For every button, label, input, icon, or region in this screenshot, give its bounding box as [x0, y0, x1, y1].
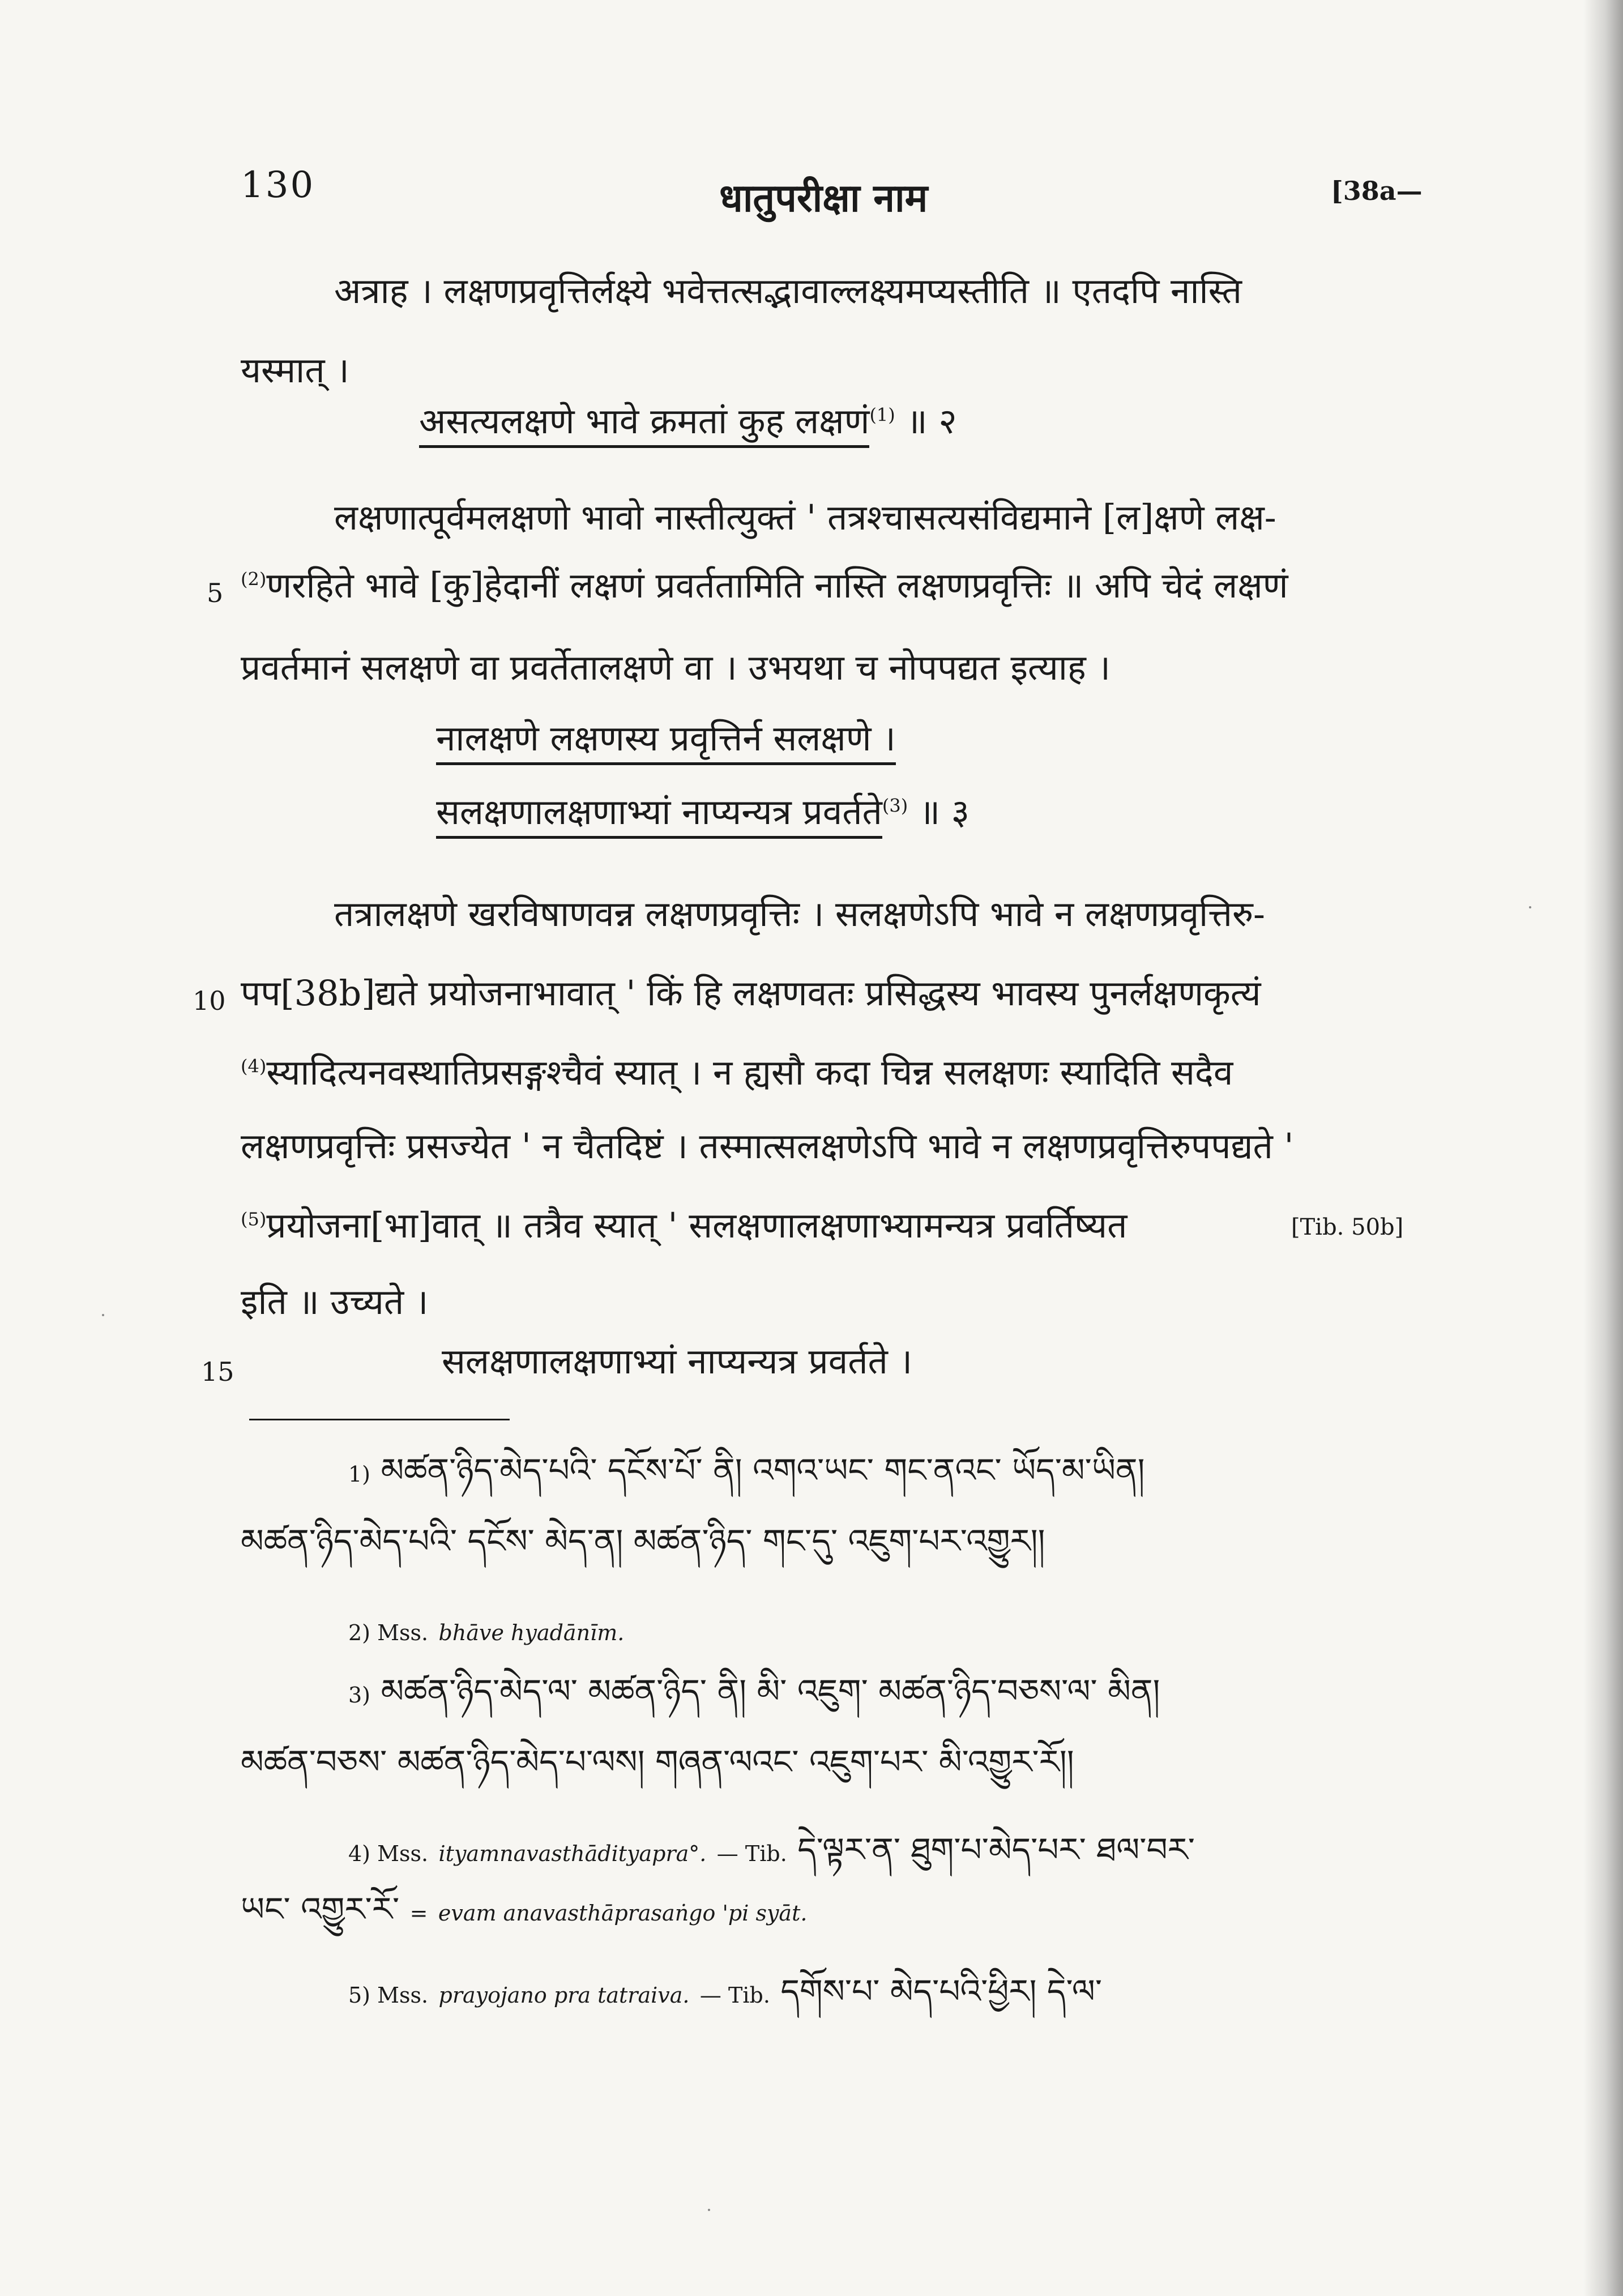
verse-3a: [436, 719, 896, 758]
footnote-5-reading: prayojano pra tatraiva.: [438, 1983, 690, 2008]
footnote-4-equals: =: [409, 1901, 428, 1926]
page-number: 130: [241, 164, 315, 206]
body-line-2: यस्मात् ।: [241, 349, 349, 391]
footnote-5-dash: — Tib.: [699, 1983, 770, 2008]
scan-speck: [1529, 906, 1531, 908]
footnote-1-tibetan-1: མཚན་ཉིད་མེད་པའི་ དངོས་པོ་ ནི། འགའ་ཡང་ གང་ནའང་ ཡོད་མ་ཡིན།: [381, 1451, 1145, 1490]
footnote-2: [348, 1611, 624, 1648]
body-line-3: लक्षणात्पूर्वमलक्षणो भावो नास्तीत्युक्तं ' तत्रश्चासत्यसंविद्यमाने [ल]क्षणे लक्ष-: [334, 497, 1276, 538]
footnote-divider: [249, 1419, 510, 1420]
footnote-5-tibetan: དགོས་པ་ མེད་པའི་ཕྱིར། དེ་ལ་: [780, 1972, 1103, 2011]
footnote-5: [348, 1974, 1102, 2010]
footnote-4-label: 4) Mss.: [348, 1841, 429, 1866]
body-line-4-text: णरहिते भावे [कु]हेदानीं लक्षणं प्रवर्ततामिति नास्ति लक्षणप्रवृत्तिः ॥ अपि चेदं लक्षणं: [266, 565, 1288, 606]
footnote-3-line-1: [348, 1674, 1160, 1710]
body-line-9: लक्षणप्रवृत्तिः प्रसज्येत ' न चैतदिष्टं । तस्मात्सलक्षणेऽपि भावे न लक्षणप्रवृत्तिरुपपद्यते ': [241, 1125, 1294, 1167]
line-number-15: 15: [201, 1356, 234, 1387]
body-line-10-text: प्रयोजना[भा]वात् ॥ तत्रैव स्यात् ' सलक्षणालक्षणाभ्यामन्यत्र प्रवर्तिष्यत: [266, 1205, 1127, 1246]
verse-2-number: ॥ २: [906, 400, 957, 442]
verse-2: [419, 402, 957, 441]
verse-3b-text: सलक्षणालक्षणाभ्यां नाप्यन्यत्र प्रवर्तते: [436, 791, 882, 839]
line-number-5: 5: [207, 578, 224, 608]
verse-3-number: ॥ ३: [919, 791, 970, 833]
footnote-3-tibetan-1: མཚན་ཉིད་མེད་ལ་ མཚན་ཉིད་ ནི། མི་ འཇུག་ མཚན་ཉིད་བཅས་ལ་ མིན།: [381, 1672, 1160, 1710]
body-line-8-text: स्यादित्यनवस्थातिप्रसङ्गश्चैवं स्यात् । न ह्यसौ कदा चिन्न सलक्षणः स्यादिति सदैव: [266, 1052, 1233, 1093]
footnote-1-line-2: མཚན་ཉིད་མེད་པའི་ དངོས་ མེད་ན། མཚན་ཉིད་ གང་དུ་ འཇུག་པར་འགྱུར།།: [241, 1522, 1045, 1560]
footnote-3-line-2: མཚན་བཅས་ མཚན་ཉིད་མེད་པ་ལས། གཞན་ལའང་ འཇུག་པར་ མི་འགྱུར་རོ།།: [241, 1743, 1074, 1781]
body-line-7: पप[38b]द्यते प्रयोजनाभावात् ' किं हि लक्षणवतः प्रसिद्धस्य भावस्य पुनर्लक्षणकृत्यं: [241, 972, 1261, 1014]
footnote-1-line-1: [348, 1453, 1144, 1489]
scan-speck: [708, 2209, 710, 2211]
verse-4: सलक्षणालक्षणाभ्यां नाप्यन्यत्र प्रवर्तते ।: [442, 1341, 913, 1382]
line-number-10: 10: [193, 985, 226, 1016]
body-line-8: [241, 1053, 1233, 1092]
footnote-4-dash: — Tib.: [716, 1841, 787, 1866]
footnote-1-label: 1): [348, 1462, 371, 1487]
footnote-2-label: 2) Mss.: [348, 1620, 429, 1645]
running-title: धातुपरीक्षा नाम: [719, 176, 928, 221]
footnote-5-label: 5) Mss.: [348, 1983, 429, 2008]
footnote-4-tibetan-2: ཡང་ འགྱུར་རོ་: [241, 1890, 400, 1928]
verse-2-text: असत्यलक्षणे भावे क्रमतां कुह लक्षणं: [419, 400, 869, 448]
folio-reference: [38a—: [1331, 176, 1423, 206]
body-line-5: प्रवर्तमानं सलक्षणे वा प्रवर्तेतालक्षणे वा । उभयथा च नोपपद्यत इत्याह ।: [241, 647, 1111, 688]
scanned-page-edge: [1583, 0, 1623, 2296]
footnote-4-reading: ityamnavasthādityapra°.: [438, 1841, 707, 1866]
verse-3a-text: नालक्षणे लक्षणस्य प्रवृत्तिर्न सलक्षणे ।: [436, 718, 896, 765]
footnote-ref-4: (4): [241, 1055, 267, 1077]
footnote-2-reading: bhāve hyadānīm.: [438, 1620, 625, 1645]
footnote-ref-3: (3): [882, 795, 908, 817]
tibetan-folio-reference: [Tib. 50b]: [1291, 1214, 1404, 1240]
body-line-10: [241, 1206, 1127, 1245]
verse-3b: [436, 793, 969, 831]
body-line-1: अत्राह । लक्षणप्रवृत्तिर्लक्ष्ये भवेत्तत्सद्भावाल्लक्ष्यमप्यस्तीति ॥ एतदपि नास्ति: [334, 270, 1242, 311]
footnote-4-tibetan-1: དེ་ལྟར་ན་ ཐུག་པ་མེད་པར་ ཐལ་བར་: [797, 1830, 1195, 1869]
body-line-11: इति ॥ उच्यते ।: [241, 1281, 429, 1322]
footnote-ref-1: (1): [869, 404, 895, 426]
footnote-4-sanskrit: evam anavasthāprasaṅgo 'pi syāt.: [438, 1901, 808, 1926]
footnote-ref-2: (2): [241, 568, 267, 590]
footnote-ref-5: (5): [241, 1208, 267, 1230]
scan-speck: [102, 1314, 104, 1316]
footnote-4-line-1: [348, 1832, 1195, 1868]
body-line-4: [241, 566, 1288, 605]
footnote-4-line-2: [241, 1892, 807, 1928]
body-line-6: तत्रालक्षणे खरविषाणवन्न लक्षणप्रवृत्तिः । सलक्षणेऽपि भावे न लक्षणप्रवृत्तिरु-: [334, 893, 1265, 934]
footnote-3-label: 3): [348, 1683, 371, 1708]
